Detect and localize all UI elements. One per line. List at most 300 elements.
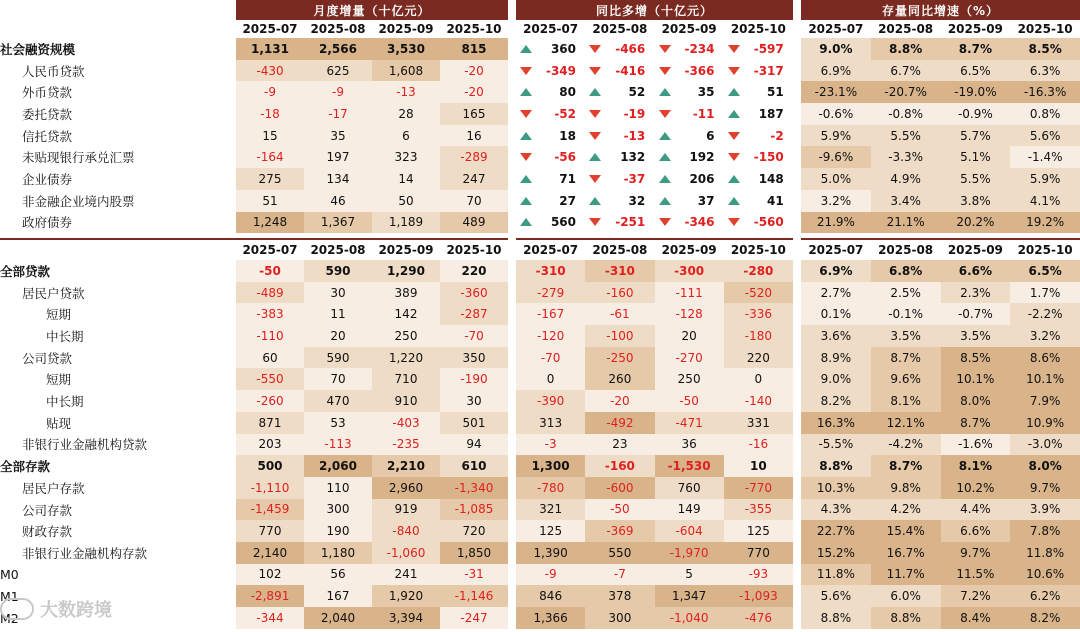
table-row bbox=[801, 146, 1080, 168]
table-row bbox=[236, 542, 508, 564]
value-cell: 8.6% bbox=[1010, 347, 1080, 369]
value-cell: -167 bbox=[516, 303, 585, 325]
yoy-value: -349 bbox=[545, 63, 576, 78]
value-cell: 8.7% bbox=[941, 38, 1011, 60]
value-cell: 8.8% bbox=[801, 607, 871, 629]
triangle-down-icon bbox=[659, 67, 671, 75]
triangle-down-icon bbox=[520, 153, 532, 161]
table-row bbox=[236, 303, 508, 325]
value-cell: -247 bbox=[440, 607, 508, 629]
table-row bbox=[801, 260, 1080, 282]
table-row bbox=[516, 520, 793, 542]
row-label: 中长期 bbox=[46, 328, 84, 344]
value-cell: 203 bbox=[236, 434, 304, 456]
value-cell: -280 bbox=[724, 260, 793, 282]
yoy-cell bbox=[585, 38, 654, 60]
yoy-cell bbox=[516, 125, 585, 147]
triangle-down-icon bbox=[659, 45, 671, 53]
yoy-value: -466 bbox=[615, 41, 646, 56]
yoy-value: 148 bbox=[758, 171, 784, 186]
yoy-value: -56 bbox=[554, 150, 576, 165]
value-cell: -0.7% bbox=[941, 303, 1011, 325]
table-row bbox=[801, 38, 1080, 60]
yoy-value: 52 bbox=[628, 85, 646, 100]
value-cell: 720 bbox=[440, 520, 508, 542]
table-row bbox=[516, 303, 793, 325]
triangle-up-icon bbox=[659, 175, 671, 183]
row-label: 信托贷款 bbox=[22, 128, 73, 144]
row-label: 全部存款 bbox=[0, 459, 51, 475]
table-row bbox=[516, 412, 793, 434]
yoy-cell bbox=[655, 38, 724, 60]
value-cell: 5.7% bbox=[941, 125, 1011, 147]
value-cell: -1,146 bbox=[440, 585, 508, 607]
value-cell: 8.5% bbox=[941, 347, 1011, 369]
value-cell: -9 bbox=[304, 81, 372, 103]
table-row bbox=[801, 103, 1080, 125]
value-cell: 19.2% bbox=[1010, 212, 1080, 234]
value-cell: -3 bbox=[516, 434, 585, 456]
table-row bbox=[236, 103, 508, 125]
value-cell: 149 bbox=[655, 499, 724, 521]
table-row bbox=[236, 412, 508, 434]
value-cell: 30 bbox=[440, 390, 508, 412]
value-cell: 5.5% bbox=[871, 125, 941, 147]
value-cell: -369 bbox=[585, 520, 654, 542]
value-cell: -1,459 bbox=[236, 499, 304, 521]
value-cell: -190 bbox=[440, 368, 508, 390]
yoy-value: 51 bbox=[767, 85, 784, 100]
yoy-value: -150 bbox=[753, 150, 784, 165]
row-label: 非银行业金融机构贷款 bbox=[22, 437, 148, 453]
value-cell: 8.8% bbox=[871, 38, 941, 60]
yoy-value: 560 bbox=[550, 215, 576, 230]
yoy-cell bbox=[516, 168, 585, 190]
value-cell: 846 bbox=[516, 585, 585, 607]
bottom-col-1-3: 2025-10 bbox=[730, 243, 786, 257]
value-cell: 5.6% bbox=[1010, 125, 1080, 147]
value-cell: 0 bbox=[724, 368, 793, 390]
triangle-down-icon bbox=[728, 153, 740, 161]
value-cell: 300 bbox=[304, 499, 372, 521]
table-row bbox=[236, 125, 508, 147]
table-row bbox=[801, 168, 1080, 190]
value-cell: 10 bbox=[724, 455, 793, 477]
row-label: 公司存款 bbox=[22, 502, 73, 518]
yoy-cell bbox=[724, 190, 793, 212]
value-cell: 2,060 bbox=[304, 455, 372, 477]
value-cell: 6.0% bbox=[871, 585, 941, 607]
value-cell: 1,390 bbox=[516, 542, 585, 564]
yoy-cell bbox=[585, 103, 654, 125]
row-label: M1 bbox=[0, 588, 19, 604]
value-cell: -2.2% bbox=[1010, 303, 1080, 325]
table-row bbox=[236, 347, 508, 369]
table-row bbox=[516, 368, 793, 390]
value-cell: 20.2% bbox=[941, 212, 1011, 234]
table-row bbox=[516, 260, 793, 282]
value-cell: -9 bbox=[516, 564, 585, 586]
value-cell: 4.4% bbox=[941, 499, 1011, 521]
value-cell: 1,920 bbox=[372, 585, 440, 607]
table-row bbox=[236, 282, 508, 304]
value-cell: 8.4% bbox=[941, 607, 1011, 629]
row-label: 未贴现银行承兑汇票 bbox=[22, 150, 135, 166]
table-row bbox=[516, 607, 793, 629]
header-stock-growth: 存量同比增速（%） bbox=[801, 0, 1080, 20]
value-cell: -550 bbox=[236, 368, 304, 390]
table-row bbox=[516, 434, 793, 456]
triangle-down-icon bbox=[589, 175, 601, 183]
value-cell: 3.4% bbox=[871, 190, 941, 212]
triangle-down-icon bbox=[520, 67, 532, 75]
table-row bbox=[516, 190, 793, 212]
value-cell: 1,180 bbox=[304, 542, 372, 564]
table-row bbox=[236, 190, 508, 212]
table-row bbox=[236, 455, 508, 477]
value-cell: 5.6% bbox=[801, 585, 871, 607]
value-cell: 20 bbox=[655, 325, 724, 347]
value-cell: -13 bbox=[372, 81, 440, 103]
yoy-cell bbox=[585, 146, 654, 168]
yoy-value: -597 bbox=[753, 41, 784, 56]
yoy-cell bbox=[655, 212, 724, 234]
value-cell: 11.5% bbox=[941, 564, 1011, 586]
top-col-2-0: 2025-07 bbox=[808, 22, 864, 36]
row-label: 公司贷款 bbox=[22, 350, 73, 366]
grid-bottom-rows-g bbox=[801, 260, 1080, 629]
value-cell: 23 bbox=[585, 434, 654, 456]
value-cell: 4.2% bbox=[871, 499, 941, 521]
value-cell: -140 bbox=[724, 390, 793, 412]
table-row bbox=[516, 60, 793, 82]
bottom-col-2-0: 2025-07 bbox=[808, 243, 864, 257]
top-col-1-3: 2025-10 bbox=[730, 22, 786, 36]
value-cell: 15 bbox=[236, 125, 304, 147]
watermark bbox=[0, 596, 112, 622]
yoy-cell bbox=[585, 168, 654, 190]
value-cell: 11 bbox=[304, 303, 372, 325]
value-cell: -61 bbox=[585, 303, 654, 325]
bottom-col-1-2: 2025-09 bbox=[661, 243, 717, 257]
value-cell: 6 bbox=[372, 125, 440, 147]
value-cell: -1,530 bbox=[655, 455, 724, 477]
row-label: 贴现 bbox=[46, 415, 72, 431]
yoy-value: -11 bbox=[692, 106, 715, 121]
value-cell: -1.6% bbox=[941, 434, 1011, 456]
table-row bbox=[236, 168, 508, 190]
table-row bbox=[516, 477, 793, 499]
table-row bbox=[801, 125, 1080, 147]
value-cell: 46 bbox=[304, 190, 372, 212]
value-cell: 21.9% bbox=[801, 212, 871, 234]
yoy-cell bbox=[724, 60, 793, 82]
value-cell: 489 bbox=[440, 212, 508, 234]
value-cell: -16.3% bbox=[1010, 81, 1080, 103]
value-cell: 389 bbox=[372, 282, 440, 304]
yoy-value: 27 bbox=[559, 193, 576, 208]
table-row bbox=[236, 325, 508, 347]
yoy-cell bbox=[585, 60, 654, 82]
value-cell: -403 bbox=[372, 412, 440, 434]
value-cell: 1,608 bbox=[372, 60, 440, 82]
value-cell: 165 bbox=[440, 103, 508, 125]
value-cell: 60 bbox=[236, 347, 304, 369]
table-row bbox=[801, 190, 1080, 212]
yoy-value: 132 bbox=[620, 150, 646, 165]
yoy-value: 71 bbox=[559, 171, 576, 186]
value-cell: 14 bbox=[372, 168, 440, 190]
table-row bbox=[236, 477, 508, 499]
value-cell: -0.1% bbox=[871, 303, 941, 325]
value-cell: -164 bbox=[236, 146, 304, 168]
value-cell: 125 bbox=[724, 520, 793, 542]
value-cell: 1,189 bbox=[372, 212, 440, 234]
triangle-up-icon bbox=[659, 153, 671, 161]
value-cell: 167 bbox=[304, 585, 372, 607]
value-cell: -1,970 bbox=[655, 542, 724, 564]
value-cell: -279 bbox=[516, 282, 585, 304]
value-cell: 30 bbox=[304, 282, 372, 304]
value-cell: -604 bbox=[655, 520, 724, 542]
triangle-down-icon bbox=[728, 218, 740, 226]
value-cell: 5 bbox=[655, 564, 724, 586]
divider bbox=[801, 238, 1080, 240]
table-row bbox=[801, 368, 1080, 390]
value-cell: -93 bbox=[724, 564, 793, 586]
yoy-cell bbox=[655, 190, 724, 212]
yoy-cell bbox=[516, 146, 585, 168]
triangle-down-icon bbox=[589, 218, 601, 226]
value-cell: 6.5% bbox=[1010, 260, 1080, 282]
value-cell: 1,248 bbox=[236, 212, 304, 234]
value-cell: 1,220 bbox=[372, 347, 440, 369]
value-cell: 6.9% bbox=[801, 260, 871, 282]
triangle-up-icon bbox=[520, 175, 532, 183]
yoy-value: -416 bbox=[615, 63, 646, 78]
triangle-up-icon bbox=[659, 88, 671, 96]
yoy-cell bbox=[724, 81, 793, 103]
value-cell: 3.8% bbox=[941, 190, 1011, 212]
value-cell: 2,566 bbox=[304, 38, 372, 60]
triangle-down-icon bbox=[589, 67, 601, 75]
value-cell: 9.8% bbox=[871, 477, 941, 499]
value-cell: -128 bbox=[655, 303, 724, 325]
value-cell: -492 bbox=[585, 412, 654, 434]
divider bbox=[516, 238, 793, 240]
value-cell: 110 bbox=[304, 477, 372, 499]
yoy-cell bbox=[655, 125, 724, 147]
value-cell: -1,040 bbox=[655, 607, 724, 629]
value-cell: 7.9% bbox=[1010, 390, 1080, 412]
value-cell: -270 bbox=[655, 347, 724, 369]
value-cell: 11.8% bbox=[801, 564, 871, 586]
yoy-cell bbox=[585, 81, 654, 103]
row-label: M0 bbox=[0, 567, 19, 583]
table-row bbox=[236, 607, 508, 629]
value-cell: -19.0% bbox=[941, 81, 1011, 103]
value-cell: 197 bbox=[304, 146, 372, 168]
triangle-up-icon bbox=[659, 132, 671, 140]
value-cell: -113 bbox=[304, 434, 372, 456]
value-cell: 16.3% bbox=[801, 412, 871, 434]
yoy-cell bbox=[724, 38, 793, 60]
value-cell: 1,366 bbox=[516, 607, 585, 629]
row-label: 财政存款 bbox=[22, 524, 73, 540]
bottom-col-2-2: 2025-09 bbox=[947, 243, 1003, 257]
value-cell: 94 bbox=[440, 434, 508, 456]
yoy-value: 192 bbox=[689, 150, 715, 165]
value-cell: 323 bbox=[372, 146, 440, 168]
value-cell: -355 bbox=[724, 499, 793, 521]
table-row bbox=[236, 520, 508, 542]
value-cell: 275 bbox=[236, 168, 304, 190]
triangle-down-icon bbox=[728, 45, 740, 53]
value-cell: 9.0% bbox=[801, 368, 871, 390]
triangle-up-icon bbox=[520, 45, 532, 53]
value-cell: 331 bbox=[724, 412, 793, 434]
value-cell: 1.7% bbox=[1010, 282, 1080, 304]
yoy-cell bbox=[655, 146, 724, 168]
table-row bbox=[801, 60, 1080, 82]
yoy-value: -317 bbox=[753, 63, 784, 78]
value-cell: 0.8% bbox=[1010, 103, 1080, 125]
value-cell: -260 bbox=[236, 390, 304, 412]
value-cell: 56 bbox=[304, 564, 372, 586]
value-cell: -120 bbox=[516, 325, 585, 347]
table-row bbox=[801, 434, 1080, 456]
value-cell: 70 bbox=[440, 190, 508, 212]
value-cell: 1,850 bbox=[440, 542, 508, 564]
table-row bbox=[236, 368, 508, 390]
yoy-cell bbox=[585, 212, 654, 234]
value-cell: 501 bbox=[440, 412, 508, 434]
value-cell: 8.1% bbox=[871, 390, 941, 412]
value-cell: 610 bbox=[440, 455, 508, 477]
value-cell: -287 bbox=[440, 303, 508, 325]
table-row bbox=[801, 303, 1080, 325]
value-cell: 3.5% bbox=[941, 325, 1011, 347]
table-row bbox=[516, 103, 793, 125]
top-col-0-1: 2025-08 bbox=[310, 22, 366, 36]
value-cell: 3.2% bbox=[801, 190, 871, 212]
value-cell: -310 bbox=[516, 260, 585, 282]
yoy-cell bbox=[655, 81, 724, 103]
value-cell: 11.7% bbox=[871, 564, 941, 586]
value-cell: -1,093 bbox=[724, 585, 793, 607]
table-row bbox=[236, 260, 508, 282]
value-cell: 3.5% bbox=[871, 325, 941, 347]
yoy-value: 35 bbox=[697, 85, 715, 100]
row-label: 居民户贷款 bbox=[22, 285, 85, 301]
value-cell: -1,340 bbox=[440, 477, 508, 499]
yoy-value: 41 bbox=[767, 193, 784, 208]
table-row bbox=[516, 168, 793, 190]
value-cell: -50 bbox=[236, 260, 304, 282]
value-cell: 3.6% bbox=[801, 325, 871, 347]
value-cell: 2,040 bbox=[304, 607, 372, 629]
yoy-cell bbox=[585, 190, 654, 212]
value-cell: 7.8% bbox=[1010, 520, 1080, 542]
table-row bbox=[516, 212, 793, 234]
value-cell: 871 bbox=[236, 412, 304, 434]
value-cell: 50 bbox=[372, 190, 440, 212]
value-cell: 241 bbox=[372, 564, 440, 586]
table-row bbox=[236, 81, 508, 103]
table-row bbox=[236, 499, 508, 521]
table-row bbox=[516, 390, 793, 412]
row-label: 短期 bbox=[46, 372, 72, 388]
yoy-cell bbox=[655, 60, 724, 82]
bottom-col-1-1: 2025-08 bbox=[592, 243, 648, 257]
value-cell: -50 bbox=[655, 390, 724, 412]
grid-top-rows-m bbox=[236, 38, 508, 233]
value-cell: 9.7% bbox=[941, 542, 1011, 564]
triangle-up-icon bbox=[659, 197, 671, 205]
value-cell: -235 bbox=[372, 434, 440, 456]
table-row bbox=[801, 585, 1080, 607]
value-cell: -31 bbox=[440, 564, 508, 586]
table-row bbox=[801, 520, 1080, 542]
value-cell: 190 bbox=[304, 520, 372, 542]
value-cell: 5.0% bbox=[801, 168, 871, 190]
value-cell: 21.1% bbox=[871, 212, 941, 234]
row-label: 中长期 bbox=[46, 394, 84, 410]
value-cell: 6.9% bbox=[801, 60, 871, 82]
value-cell: 1,347 bbox=[655, 585, 724, 607]
value-cell: 10.2% bbox=[941, 477, 1011, 499]
grid-bottom-rows-y bbox=[516, 260, 793, 629]
value-cell: -0.9% bbox=[941, 103, 1011, 125]
value-cell: 8.7% bbox=[941, 412, 1011, 434]
value-cell: 10.6% bbox=[1010, 564, 1080, 586]
value-cell: -840 bbox=[372, 520, 440, 542]
bottom-col-2-1: 2025-08 bbox=[878, 243, 934, 257]
bottom-col-0-2: 2025-09 bbox=[378, 243, 434, 257]
row-label: 非金融企业境内股票 bbox=[22, 193, 135, 209]
triangle-down-icon bbox=[589, 45, 601, 53]
value-cell: 350 bbox=[440, 347, 508, 369]
value-cell: 919 bbox=[372, 499, 440, 521]
watermark-text: 大数跨境 bbox=[40, 600, 112, 621]
value-cell: 3.9% bbox=[1010, 499, 1080, 521]
value-cell: 7.2% bbox=[941, 585, 1011, 607]
value-cell: 8.0% bbox=[941, 390, 1011, 412]
row-label: 委托贷款 bbox=[22, 106, 73, 122]
value-cell: 220 bbox=[440, 260, 508, 282]
value-cell: -111 bbox=[655, 282, 724, 304]
divider bbox=[0, 238, 508, 240]
table-row bbox=[516, 282, 793, 304]
value-cell: 8.8% bbox=[871, 607, 941, 629]
table-row bbox=[516, 325, 793, 347]
top-col-2-1: 2025-08 bbox=[878, 22, 934, 36]
value-cell: -0.6% bbox=[801, 103, 871, 125]
value-cell: 8.2% bbox=[801, 390, 871, 412]
value-cell: 6.5% bbox=[941, 60, 1011, 82]
value-cell: -336 bbox=[724, 303, 793, 325]
top-col-2-3: 2025-10 bbox=[1017, 22, 1073, 36]
value-cell: 321 bbox=[516, 499, 585, 521]
triangle-down-icon bbox=[659, 110, 671, 118]
value-cell: 250 bbox=[655, 368, 724, 390]
yoy-value: 187 bbox=[758, 106, 784, 121]
value-cell: 2,210 bbox=[372, 455, 440, 477]
yoy-value: -234 bbox=[684, 41, 715, 56]
value-cell: 11.8% bbox=[1010, 542, 1080, 564]
yoy-value: -37 bbox=[623, 171, 646, 186]
table-row bbox=[516, 146, 793, 168]
